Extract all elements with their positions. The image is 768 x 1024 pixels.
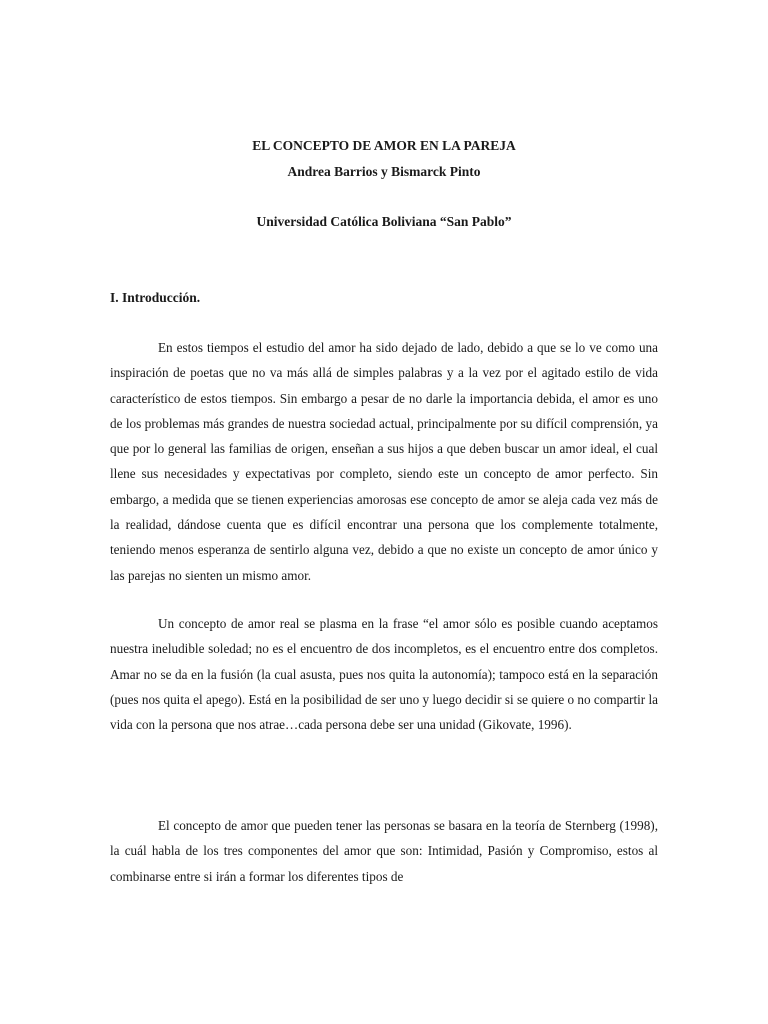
document-title: EL CONCEPTO DE AMOR EN LA PAREJA [252,138,516,153]
paragraph-3: El concepto de amor que pueden tener las personas se basara en la teoría de Sternberg (1998), la cuál habla de los tres componentes del amor que son: Intimidad, Pasión y Compromiso, estos al combinarse entre si irán a formar los diferentes tipos de [110,818,658,884]
document-authors: Andrea Barrios y Bismarck Pinto [287,164,481,179]
paragraph-2: Un concepto de amor real se plasma en la frase “el amor sólo es posible cuando aceptamos nuestra ineludible soledad; no es el encuentro de dos incompletos, es el encuentro entre dos completos. Amar no se da en la fusión (la cual asusta, pues nos quita la autonomía); tampoco está en la separación (pues nos quita el apego). Está en la posibilidad de ser uno y luego decidir si se quiere o no compartir la vida con la persona que nos atrae…cada persona debe ser una unidad (Gikovate, 1996). [110,616,658,733]
paragraph-1: En estos tiempos el estudio del amor ha sido dejado de lado, debido a que se lo ve como una inspiración de poetas que no va más allá de simples palabras y a la vez por el agitado estilo de vida característico de estos tiempos. Sin embargo a pesar de no darle la importancia debida, el amor es uno de los problemas más grandes de nuestra sociedad actual, principalmente por su difícil comprensión, ya que por lo general las familias de origen, enseñan a sus hijos a que deben buscar un amor ideal, el cual llene sus necesidades y expectativas por completo, siendo este un concepto de amor perfecto. Sin embargo, a medida que se tienen experiencias amorosas ese concepto de amor se aleja cada vez más de la realidad, dándose cuenta que es difícil encontrar una persona que los complemente totalmente, teniendo menos esperanza de sentirlo alguna vez, debido a que no existe un concepto de amor único y las parejas no sienten un mismo amor. [110,340,658,583]
document-institution: Universidad Católica Boliviana “San Pablo” [256,214,512,229]
section-heading: I. Introducción. [110,290,201,305]
